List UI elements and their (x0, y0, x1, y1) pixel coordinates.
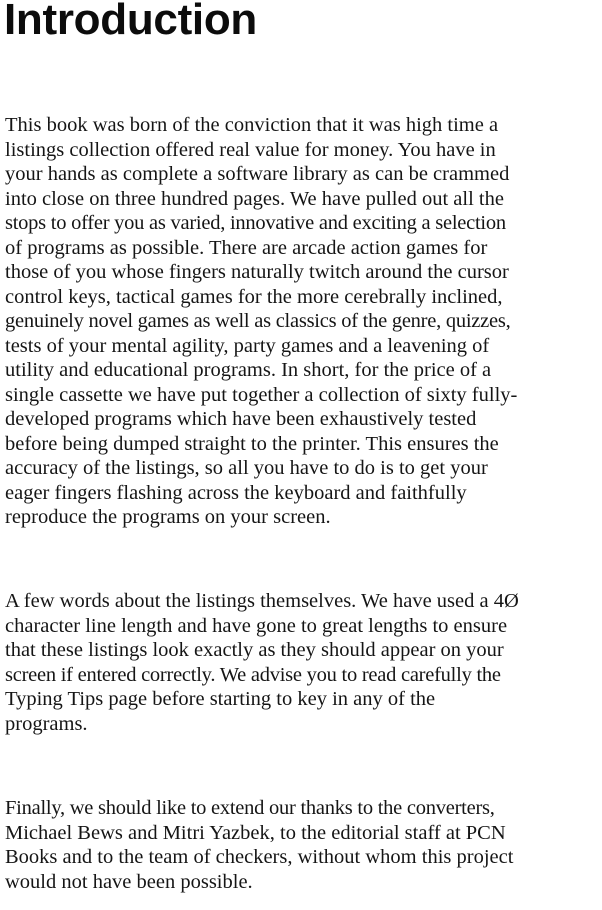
text-line: your hands as complete a software library as can be crammed (5, 163, 510, 185)
text-line: genuinely novel games as well as classics of the genre, quizzes, (5, 310, 511, 332)
text-line: character line length and have gone to great lengths to ensure (5, 614, 508, 637)
paragraph-3 (5, 796, 513, 894)
text-line: This book was born of the conviction that it was high time a (5, 114, 499, 136)
text-line: stops to offer you as varied, innovative and exciting a selection (5, 212, 506, 234)
text-line: screen if entered correctly. We advise you to read carefully the (5, 663, 501, 686)
text-line: would not have been possible. (5, 870, 253, 893)
text-line: into close on three hundred pages. We have pulled out all the (5, 187, 504, 210)
text-line: control keys, tactical games for the more cerebrally inclined, (5, 285, 503, 308)
text-line: A few words about the listings themselves. We have used a 4Ø (5, 590, 519, 612)
text-line: Typing Tips page before starting to key in any of the (5, 688, 436, 710)
text-line: accuracy of the listings, so all you have to do is to get your (5, 457, 488, 479)
text-line: utility and educational programs. In short, for the price of a (5, 359, 492, 381)
text-line: Michael Bews and Mitri Yazbek, to the editorial staff at PCN (5, 821, 506, 844)
paragraph-1 (5, 113, 517, 530)
text-line: reproduce the programs on your screen. (5, 506, 331, 528)
paragraph-2 (5, 589, 519, 736)
text-line: Finally, we should like to extend our thanks to the converters, (5, 797, 495, 819)
text-line: eager fingers flashing across the keyboard and faithfully (5, 481, 467, 504)
text-line: before being dumped straight to the printer. This ensures the (5, 432, 499, 455)
text-line: that these listings look exactly as they should appear on your (5, 639, 504, 661)
text-line: of programs as possible. There are arcade action games for (5, 236, 488, 259)
text-line: tests of your mental agility, party games and a leavening of (5, 334, 490, 357)
text-line: those of you whose fingers naturally twitch around the cursor (5, 261, 509, 283)
text-line: developed programs which have been exhaustively tested (5, 408, 477, 430)
text-line: programs. (5, 712, 88, 735)
page-title: Introduction (4, 0, 258, 44)
text-line: listings collection offered real value for money. You have in (5, 138, 496, 161)
text-line: Books and to the team of checkers, without whom this project (5, 846, 514, 868)
text-line: single cassette we have put together a collection of sixty fully- (5, 383, 518, 406)
